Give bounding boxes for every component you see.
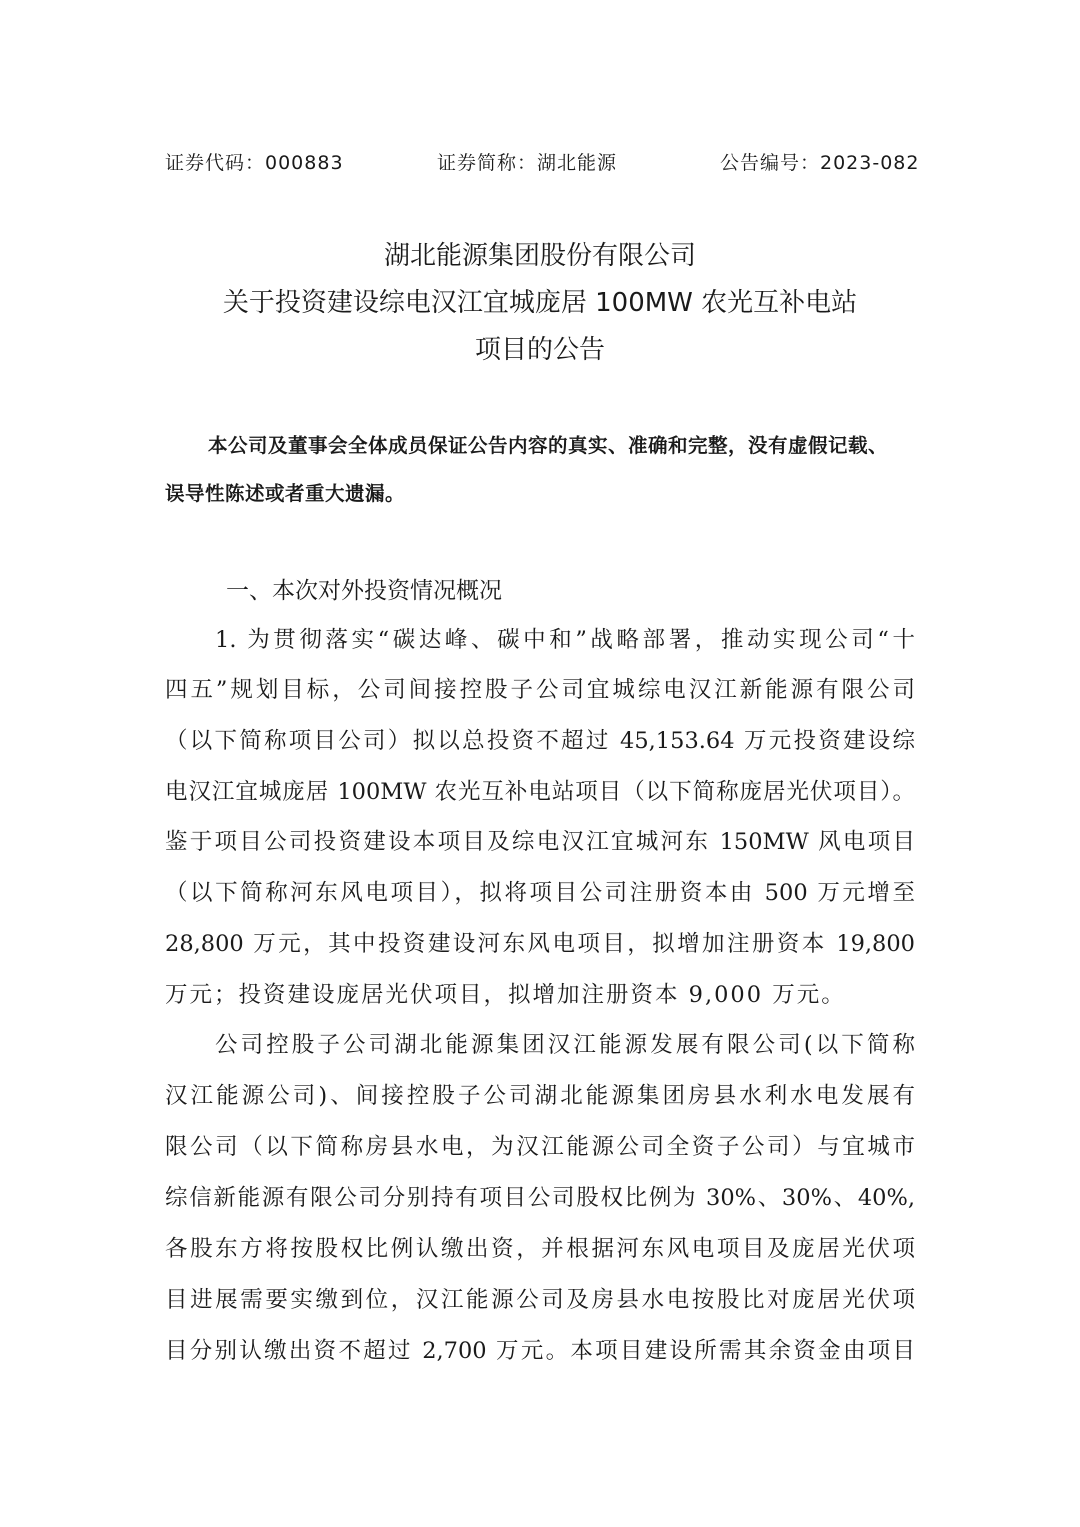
body-line: 1. 为贯彻落实“碳达峰、碳中和”战略部署，推动实现公司“十	[215, 627, 915, 653]
title-line-2: 关于投资建设综电汉江宜城庞居 100MW 农光互补电站	[222, 288, 858, 318]
body-line: 综信新能源有限公司分别持有项目公司股权比例为 30%、30%、40%,	[165, 1185, 915, 1211]
body-line: 28,800 万元，其中投资建设河东风电项目，拟增加注册资本 19,800	[165, 931, 915, 957]
notice-number: 公告编号：2023-082	[720, 152, 920, 174]
statement-line-1: 本公司及董事会全体成员保证公告内容的真实、准确和完整，没有虚假记载、	[208, 434, 889, 457]
body-line: 鉴于项目公司投资建设本项目及综电汉江宜城河东 150MW 风电项目	[165, 829, 915, 855]
body-line: （以下简称项目公司）拟以总投资不超过 45,153.64 万元投资建设综	[165, 728, 915, 754]
statement-line-2: 误导性陈述或者重大遗漏。	[165, 482, 406, 505]
body-line: （以下简称河东风电项目），拟将项目公司注册资本由 500 万元增至	[165, 880, 915, 906]
body-line: 公司控股子公司湖北能源集团汉江能源发展有限公司(以下简称	[215, 1032, 915, 1058]
body-line: 电汉江宜城庞居 100MW 农光互补电站项目（以下简称庞居光伏项目）。	[165, 779, 915, 805]
title-line-1: 湖北能源集团股份有限公司	[383, 241, 696, 271]
stock-short-name: 证券简称：湖北能源	[437, 152, 618, 174]
body-line: 万元；投资建设庞居光伏项目，拟增加注册资本 9,000 万元。	[165, 982, 846, 1008]
body-line: 目进展需要实缴到位，汉江能源公司及房县水电按股比对庞居光伏项	[165, 1287, 915, 1313]
body-line: 目分别认缴出资不超过 2,700 万元。本项目建设所需其余资金由项目	[165, 1338, 915, 1364]
stock-code: 证券代码：000883	[165, 152, 344, 174]
body-line: 各股东方将按股权比例认缴出资，并根据河东风电项目及庞居光伏项	[165, 1236, 915, 1262]
section-heading: 一、本次对外投资情况概况	[226, 578, 502, 604]
title-line-3: 项目的公告	[474, 335, 605, 365]
body-line: 限公司（以下简称房县水电，为汉江能源公司全资子公司）与宜城市	[165, 1134, 915, 1160]
body-line: 四五”规划目标，公司间接控股子公司宜城综电汉江新能源有限公司	[165, 677, 915, 703]
body-line: 汉江能源公司)、间接控股子公司湖北能源集团房县水利水电发展有	[165, 1083, 915, 1109]
